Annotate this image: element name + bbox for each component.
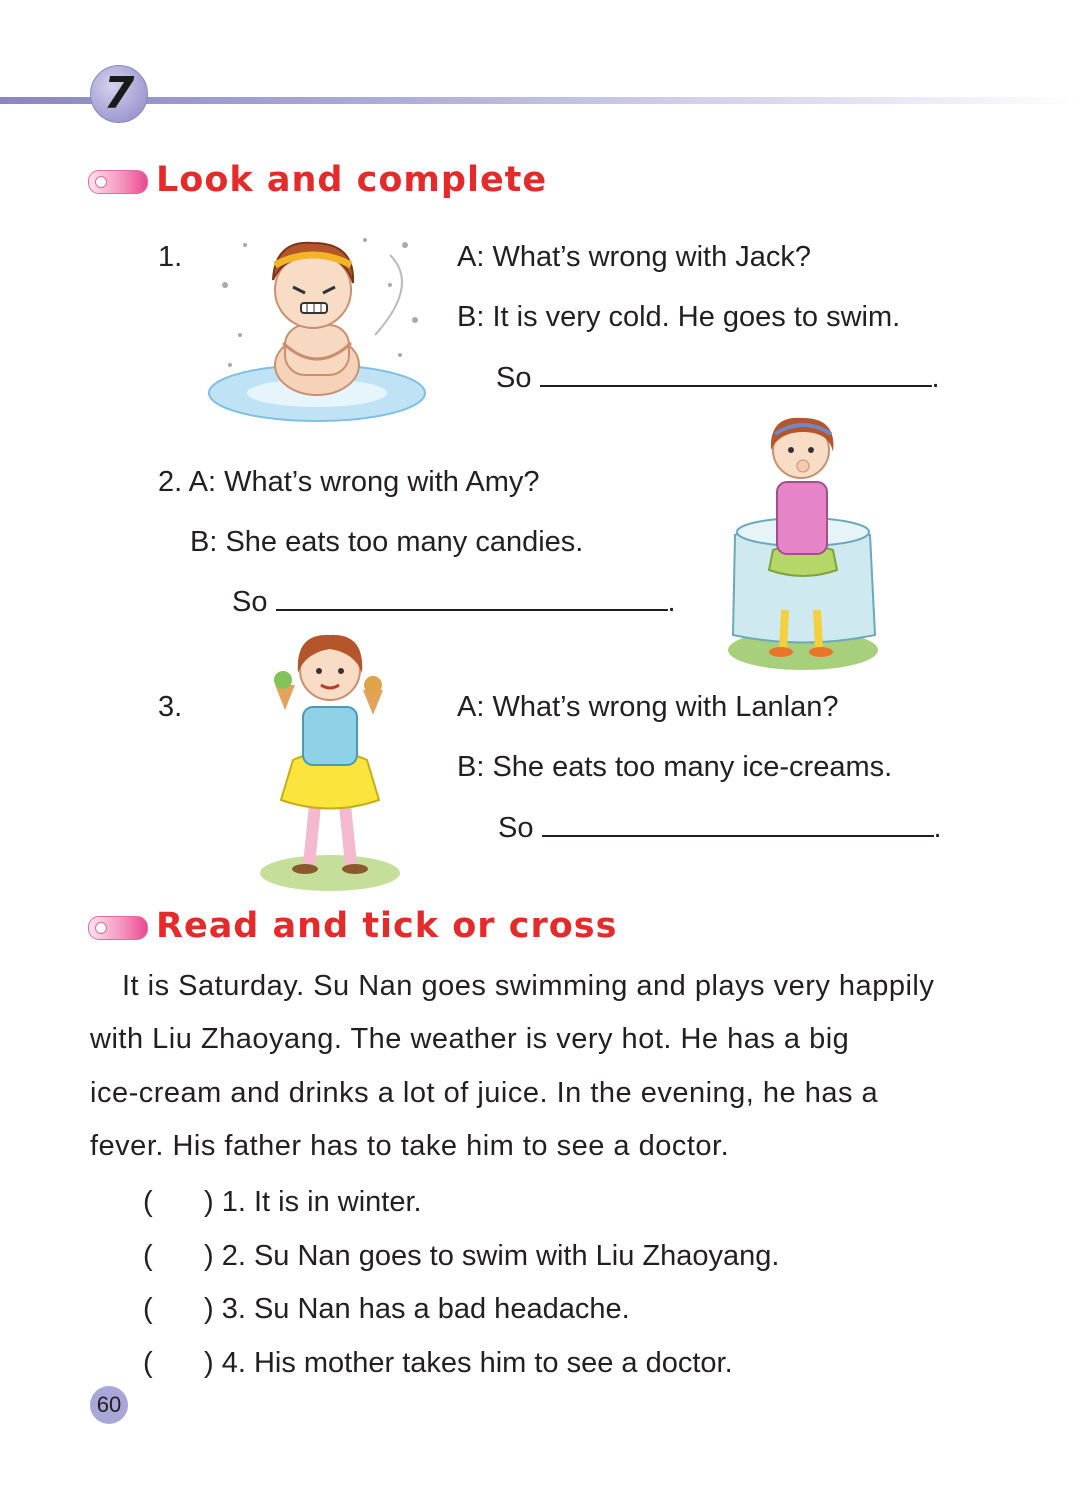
statement: ) 3. Su Nan has a bad headache. — [204, 1293, 630, 1325]
tick-box-open[interactable]: ( — [143, 1240, 153, 1272]
candy-girl-illustration — [725, 410, 880, 672]
answer-blank[interactable] — [276, 585, 668, 611]
section-title: Look and complete — [156, 160, 548, 200]
passage-line: It is Saturday. Su Nan goes swimming and plays very happily — [122, 970, 935, 1002]
statement: ) 1. It is in winter. — [204, 1186, 422, 1218]
unit-header-bar — [0, 97, 1080, 104]
tick-box-open[interactable]: ( — [143, 1293, 153, 1325]
statement: ) 4. His mother takes him to see a doctor. — [204, 1347, 733, 1379]
completion-line: So . — [496, 362, 940, 394]
answer-blank[interactable] — [540, 361, 932, 387]
answer-blank[interactable] — [542, 811, 934, 837]
dialog-answer: B: She eats too many candies. — [190, 526, 584, 558]
tick-box-open[interactable]: ( — [143, 1347, 153, 1379]
passage-line: ice-cream and drinks a lot of juice. In the evening, he has a — [90, 1077, 879, 1109]
unit-badge — [90, 65, 148, 123]
passage-line: with Liu Zhaoyang. The weather is very hot. He has a big — [90, 1023, 850, 1055]
cold-boy-illustration — [205, 225, 435, 430]
statement: ) 2. Su Nan goes to swim with Liu Zhaoyang. — [204, 1240, 780, 1272]
tick-box-open[interactable]: ( — [143, 1186, 153, 1218]
section-pill-icon — [88, 916, 148, 940]
dialog-answer: B: She eats too many ice-creams. — [457, 751, 893, 783]
page-number: 60 — [90, 1386, 128, 1424]
item-dialog-question: 2. A: What’s wrong with Amy? — [158, 466, 540, 498]
item-number: 3. — [158, 691, 183, 723]
dialog-answer: B: It is very cold. He goes to swim. — [457, 301, 901, 333]
dialog-question: A: What’s wrong with Jack? — [457, 241, 812, 273]
passage-line: fever. His father has to take him to see a doctor. — [90, 1130, 730, 1162]
completion-line: So . — [498, 812, 942, 844]
icecream-girl-illustration — [255, 625, 405, 895]
completion-line: So . — [232, 586, 676, 618]
unit-number: 7 — [103, 68, 135, 119]
section-pill-icon — [88, 170, 148, 194]
dialog-question: A: What’s wrong with Lanlan? — [457, 691, 839, 723]
section-title: Read and tick or cross — [156, 906, 618, 946]
item-number: 1. — [158, 241, 183, 273]
